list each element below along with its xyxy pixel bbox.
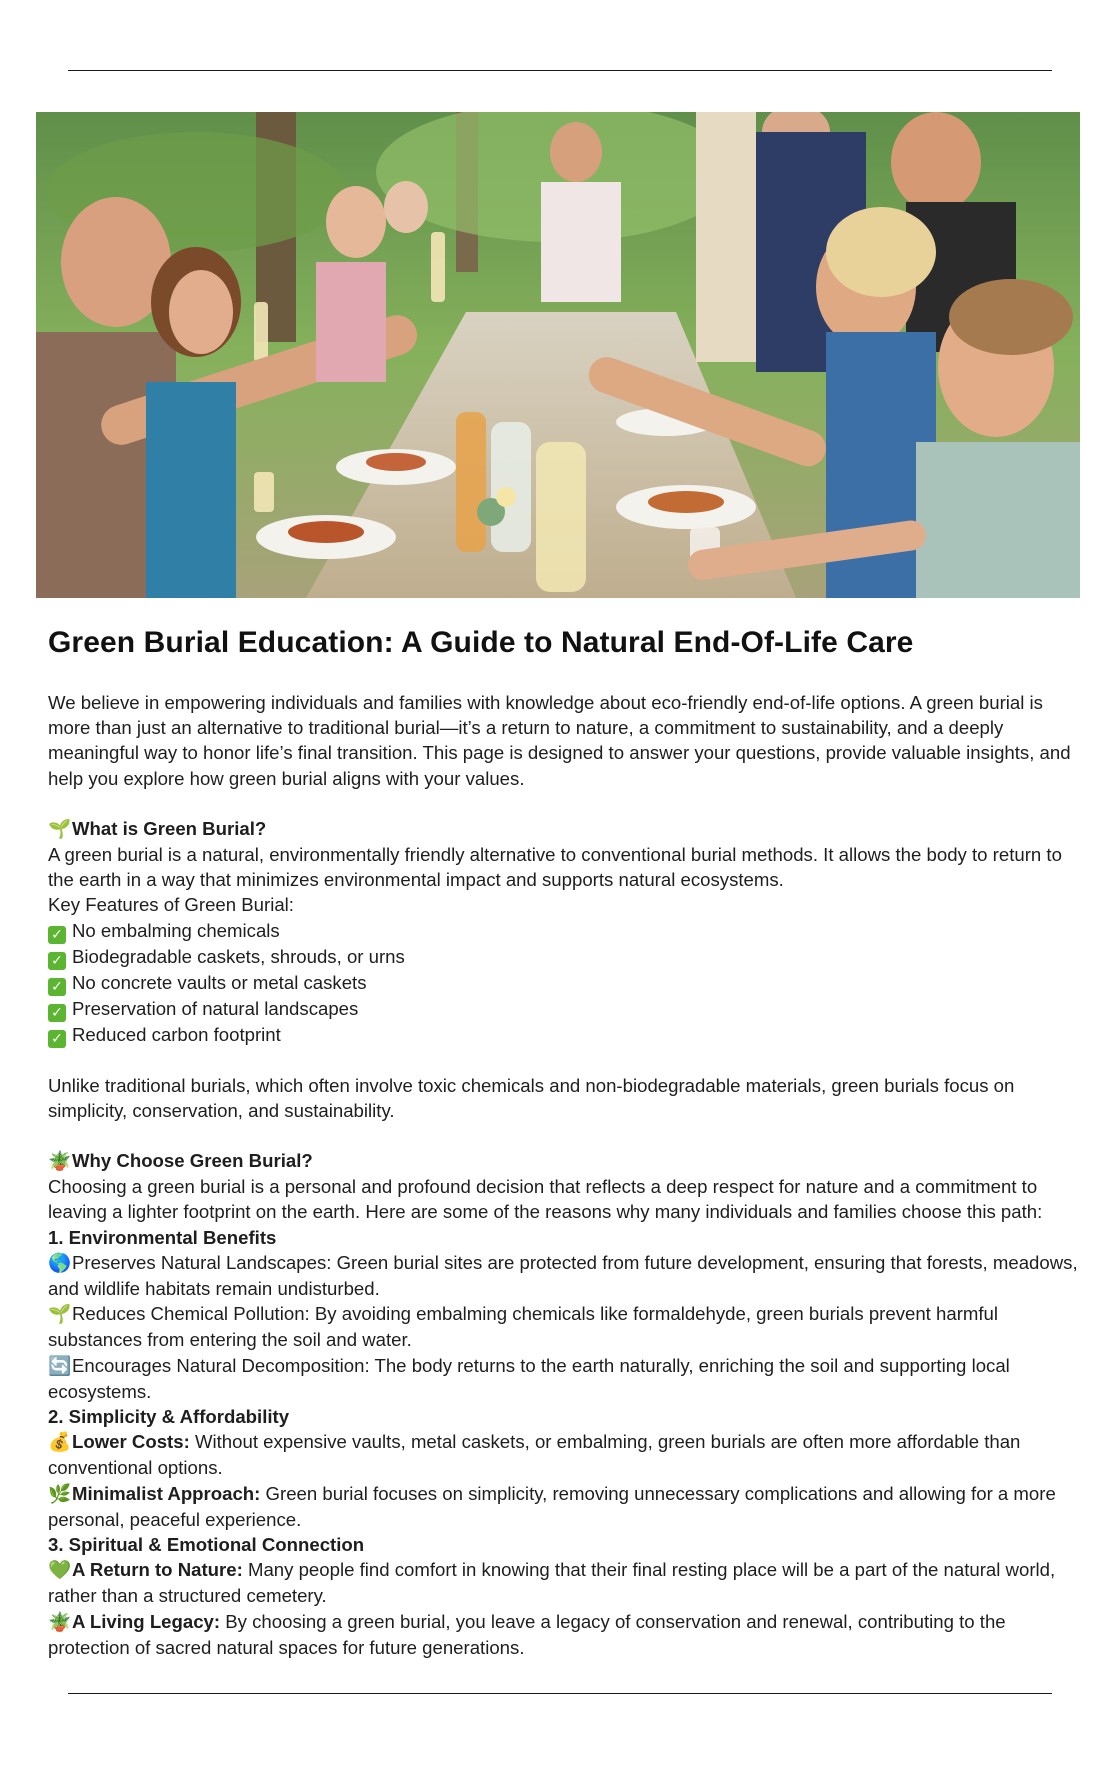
benefit-text: Many people find comfort in knowing that their final resting place will be a part of the natural world, rather than a structured cemetery.	[48, 1559, 1056, 1607]
benefit-text: Green burial focuses on simplicity, removing unnecessary complications and allowing for a more personal, peaceful experience.	[48, 1482, 1056, 1530]
feature-text: No embalming chemicals	[72, 919, 280, 941]
check-mark-icon: ✓	[48, 1004, 66, 1022]
benefit-label: Minimalist Approach:	[72, 1482, 261, 1504]
section-why-title: Why Choose Green Burial?	[72, 1150, 313, 1172]
environmental-benefits-heading: 1. Environmental Benefits	[48, 1226, 277, 1248]
feature-text: Reduced carbon footprint	[72, 1023, 281, 1045]
list-item	[48, 1301, 1078, 1352]
section-why-heading	[48, 1148, 1078, 1174]
list-item	[48, 1353, 1078, 1404]
seedling-icon: 🌱	[48, 1304, 72, 1326]
section-why-body: Choosing a green burial is a personal and profound decision that reflects a deep respect for nature and a commitment to leaving a lighter footprint on the earth. Here are some of the reasons why many individuals and families choose this path:	[48, 1176, 1043, 1223]
green-heart-icon: 💚	[48, 1560, 72, 1582]
benefit-text: Reduces Chemical Pollution: By avoiding embalming chemicals like formaldehyde, green burials prevent harmful substances from entering the soil and water.	[48, 1303, 999, 1351]
feature-text: Biodegradable caskets, shrouds, or urns	[72, 945, 405, 967]
section-what-closing: Unlike traditional burials, which often involve toxic chemicals and non-biodegradable materials, green burials focus on simplicity, conservation, and sustainability.	[48, 1074, 1015, 1121]
section-what-heading	[48, 816, 1078, 842]
potted-plant-icon: 🪴	[48, 1151, 72, 1173]
list-item	[48, 1429, 1078, 1480]
list-item	[48, 1250, 1078, 1301]
benefit-label: A Living Legacy:	[72, 1610, 221, 1632]
features-label: Key Features of Green Burial:	[48, 894, 294, 916]
intro-paragraph: We believe in empowering individuals and families with knowledge about eco-friendly end-of-life options. A green burial is more than just an alternative to traditional burial—it’s a return to nature, a commitment to sustainability, and a deeply meaningful way to honor life’s final transition. This page is designed to answer your questions, provide valuable insights, and help you explore how green burial aligns with your values.	[48, 692, 1071, 789]
check-mark-icon: ✓	[48, 952, 66, 970]
bottom-divider	[68, 1693, 1052, 1694]
hero-photo	[36, 112, 1080, 598]
list-item	[48, 970, 1078, 996]
check-mark-icon: ✓	[48, 978, 66, 996]
page-title: Green Burial Education: A Guide to Natural End-Of-Life Care	[48, 626, 914, 659]
feature-text: Preservation of natural landscapes	[72, 997, 359, 1019]
list-item	[48, 1022, 1078, 1048]
article	[48, 622, 1078, 1660]
benefit-text: Encourages Natural Decomposition: The body returns to the earth naturally, enriching the soil and supporting local ecosystems.	[48, 1354, 1010, 1402]
benefit-label: Lower Costs:	[72, 1431, 190, 1453]
money-bag-icon: 💰	[48, 1432, 72, 1454]
top-divider	[68, 70, 1052, 71]
recycle-arrows-icon: 🔄	[48, 1355, 72, 1377]
benefit-label: A Return to Nature:	[72, 1559, 243, 1581]
globe-icon: 🌎	[48, 1252, 72, 1274]
section-what-title: What is Green Burial?	[72, 817, 267, 839]
list-item	[48, 918, 1078, 944]
check-mark-icon: ✓	[48, 926, 66, 944]
seedling-icon: 🌱	[48, 818, 72, 840]
section-what-body: A green burial is a natural, environmentally friendly alternative to conventional burial methods. It allows the body to return to the earth in a way that minimizes environmental impact and supports natural ecosystems.	[48, 844, 1062, 891]
benefit-text: Preserves Natural Landscapes: Green burial sites are protected from future development, ensuring that forests, meadows, and wildlife habitats remain undisturbed.	[48, 1251, 1078, 1300]
benefit-text: By choosing a green burial, you leave a legacy of conservation and renewal, contributing to the protection of sacred natural spaces for future generations.	[48, 1610, 1006, 1658]
list-item	[48, 1481, 1078, 1532]
list-item	[48, 996, 1078, 1022]
feature-text: No concrete vaults or metal caskets	[72, 971, 367, 993]
potted-plant-icon: 🪴	[48, 1611, 72, 1633]
list-item	[48, 1557, 1078, 1608]
spiritual-heading: 3. Spiritual & Emotional Connection	[48, 1534, 365, 1556]
simplicity-heading: 2. Simplicity & Affordability	[48, 1406, 290, 1428]
list-item	[48, 944, 1078, 970]
herb-icon: 🌿	[48, 1483, 72, 1505]
list-item	[48, 1609, 1078, 1660]
check-mark-icon: ✓	[48, 1030, 66, 1048]
benefit-text: Without expensive vaults, metal caskets, or embalming, green burials are often more affordable than conventional options.	[48, 1431, 1021, 1479]
